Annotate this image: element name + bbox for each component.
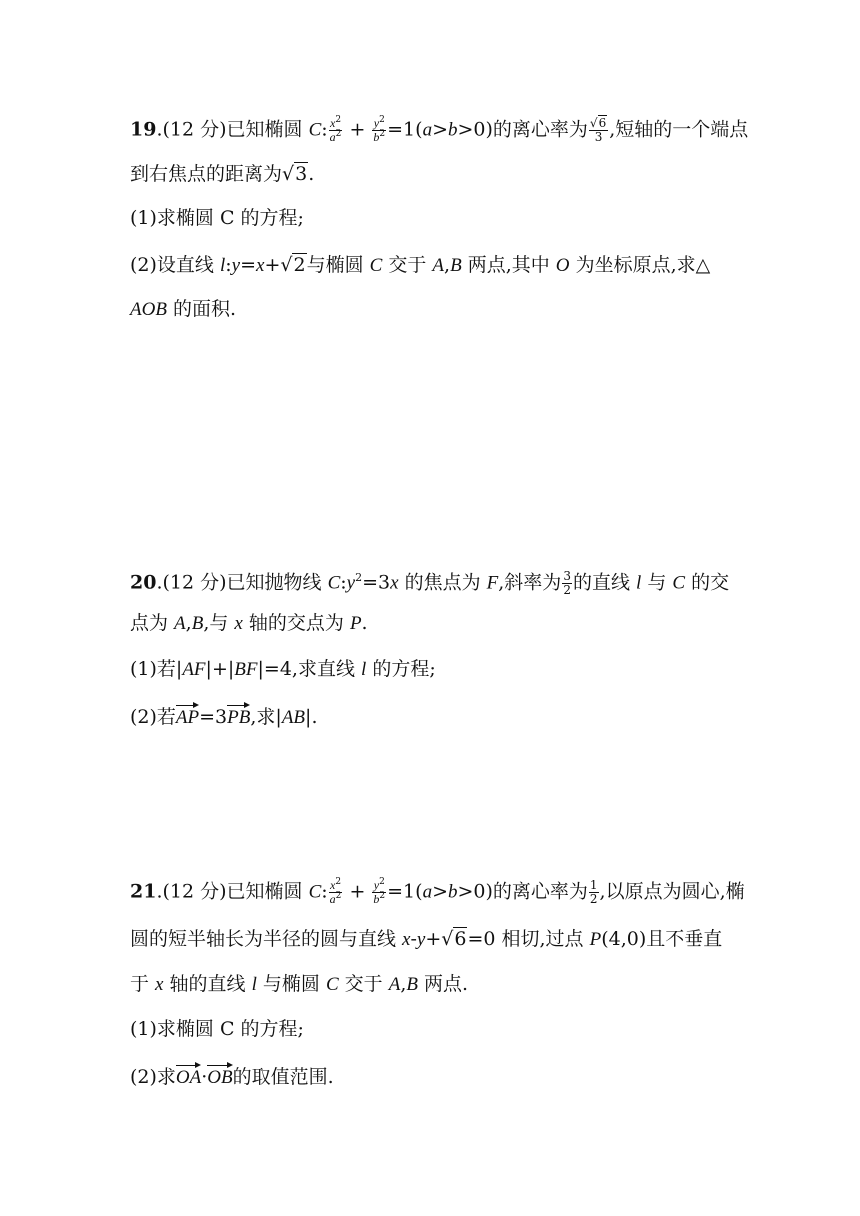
problem-20-part-2: (2)若AP=3PB,求|AB|. xyxy=(130,702,318,730)
problem-20-line-1: 20.(12 分)已知抛物线 $C:y^2=3x$ 的焦点为 F,斜率为 $\frac{3}{2}$ 的直线 l 与 C 的交 xyxy=(130,568,730,597)
problem-number: 20 xyxy=(130,571,157,594)
problem-20-part-1: (1)若|AF|+|BF|=4,求直线 l 的方程; xyxy=(130,658,436,680)
problem-19-part-2-cont: AOB 的面积. xyxy=(130,298,237,320)
problem-21-line-2: 圆的短半轴长为半径的圆与直线 x-y+√6=0 相切,过点 P(4,0)且不垂直 xyxy=(130,928,723,950)
problem-number: 21 xyxy=(130,880,157,903)
problem-21-part-2: (2)求OA·OB的取值范围. xyxy=(130,1062,334,1090)
problem-19-line-1: 19.(12 分)已知椭圆 C: $\frac{x^2}{a^2}$ + $\frac{y^2}{b^2}$ =1(a>b>0)的离心率为 $\frac{√6}{3}$ ,短轴的一个端点 xyxy=(130,115,749,144)
problem-19-part-2: (2)设直线 l:y=x+√2与椭圆 C 交于 A,B 两点,其中 O 为坐标原点,求△ xyxy=(130,254,711,276)
problem-21-line-3: 于 x 轴的直线 l 与椭圆 C 交于 A,B 两点. xyxy=(130,973,469,995)
problem-19-part-1: (1)求椭圆 C 的方程; xyxy=(130,207,304,229)
problem-21-part-1: (1)求椭圆 C 的方程; xyxy=(130,1018,304,1040)
problem-19-line-2: 到右焦点的距离为√3. xyxy=(130,163,315,185)
problem-20-line-2: 点为 A,B,与 x 轴的交点为 P. xyxy=(130,612,368,634)
problem-number: 19 xyxy=(130,118,157,141)
problem-21-line-1: 21.(12 分)已知椭圆 C: $\frac{x^2}{a^2}$ + $\frac{y^2}{b^2}$ =1(a>b>0)的离心率为 $\frac{1}{2}$ ,以原点为圆心,椭 xyxy=(130,877,745,906)
